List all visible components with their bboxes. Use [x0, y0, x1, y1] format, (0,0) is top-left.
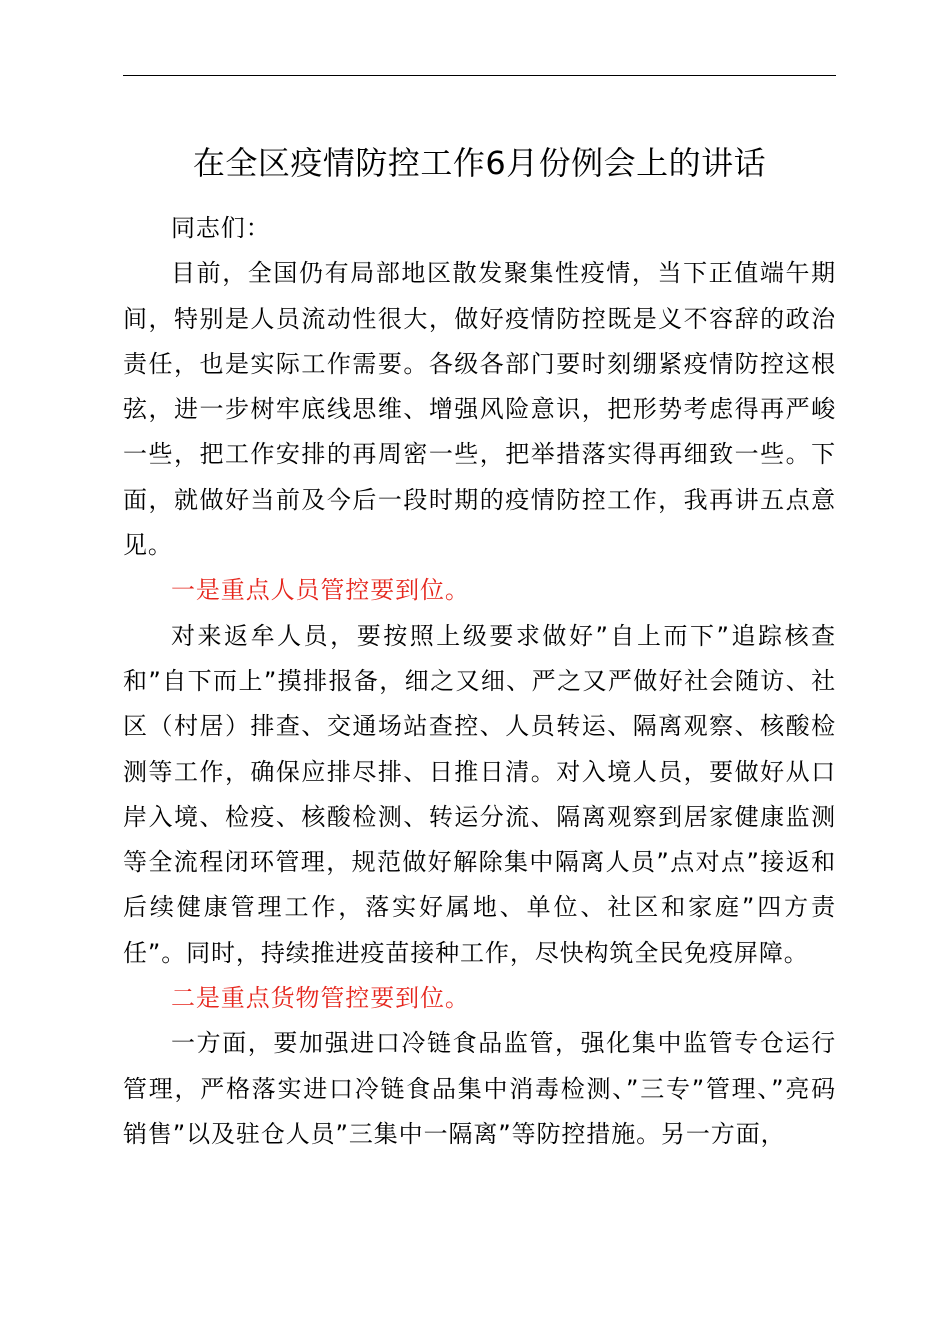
paragraph-intro: 目前，全国仍有局部地区散发聚集性疫情，当下正值端午期间，特别是人员流动性很大，做好疫情防控既是义不容辞的政治责任，也是实际工作需要。各级各部门要时刻绷紧疫情防控这根弦，进一步树牢底线思维、增强风险意识，把形势考虑得再严峻一些，把工作安排的再周密一些，把举措落实得再细致一些。下面，就做好当前及今后一段时期的疫情防控工作，我再讲五点意见。	[123, 259, 836, 560]
salutation: 同志们：	[171, 214, 271, 242]
section-heading-2: 二是重点货物管控要到位。	[171, 984, 470, 1013]
document-title: 在全区疫情防控工作6月份例会上的讲话	[192, 144, 767, 182]
header-rule	[123, 75, 836, 76]
document-body	[123, 206, 836, 1157]
section-heading-1: 一是重点人员管控要到位。	[171, 576, 470, 605]
paragraph-section-2: 一方面，要加强进口冷链食品监管，强化集中监管专仓运行管理，严格落实进口冷链食品集中消毒检测、”三专”管理、”亮码销售”以及驻仓人员”三集中一隔离”等防控措施。另一方面，	[123, 1029, 836, 1148]
paragraph-section-1: 对来返牟人员，要按照上级要求做好”自上而下”追踪核查和”自下而上”摸排报备，细之又细、严之又严做好社会随访、社区（村居）排查、交通场站查控、人员转运、隔离观察、核酸检测等工作，确保应排尽排、日推日清。对入境人员，要做好从口岸入境、检疫、核酸检测、转运分流、隔离观察到居家健康监测等全流程闭环管理，规范做好解除集中隔离人员”点对点”接返和后续健康管理工作，落实好属地、单位、社区和家庭”四方责任”。同时，持续推进疫苗接种工作，尽快构筑全民免疫屏障。	[123, 621, 836, 967]
